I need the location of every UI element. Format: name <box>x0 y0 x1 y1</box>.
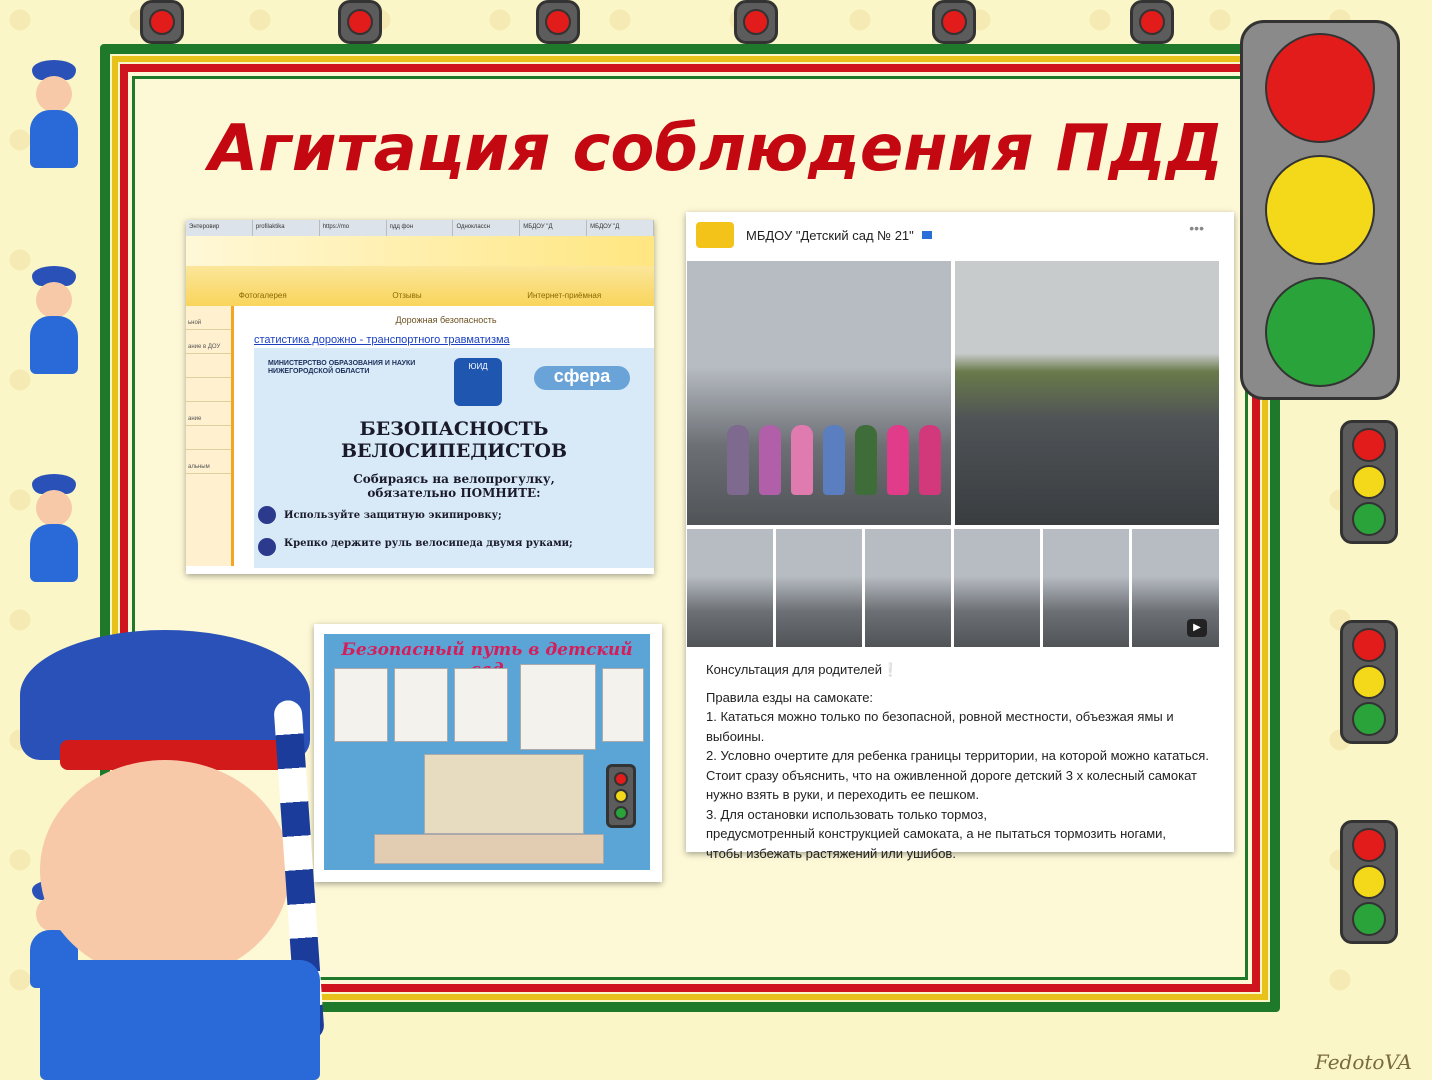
sidebar-item[interactable]: ание <box>186 402 231 426</box>
group-name[interactable]: МБДОУ "Детский сад № 21" <box>746 227 914 243</box>
site-sidebar <box>186 306 234 566</box>
yuid-logo: ЮИД <box>454 358 502 406</box>
traffic-light-icon <box>140 0 184 44</box>
poster-bullet: Используйте защитную экипировку; <box>284 510 502 521</box>
stand-title: Безопасный путь в детский <box>341 640 633 660</box>
sidebar-item[interactable] <box>186 378 231 402</box>
nav-photo-gallery[interactable]: Фотогалерея <box>238 291 287 300</box>
browser-tab[interactable]: Энтеровир <box>186 220 253 236</box>
sidebar-item[interactable]: ьной <box>186 306 231 330</box>
poster-bullet: Крепко держите руль велосипеда двумя руками; <box>284 538 573 549</box>
sidebar-item[interactable] <box>186 354 231 378</box>
traffic-light-icon <box>734 0 778 44</box>
traffic-officer-mascot <box>0 600 370 1080</box>
post-photo-thumb[interactable] <box>953 528 1041 648</box>
browser-tab[interactable]: Одноклассн <box>453 220 520 236</box>
traffic-light-icon <box>1340 820 1398 944</box>
bicycle-safety-poster <box>254 348 654 568</box>
info-stand <box>324 634 650 870</box>
sidebar-item[interactable]: альным <box>186 450 231 474</box>
browser-tab[interactable]: МБДОУ "Д <box>587 220 654 236</box>
ministry-label: МИНИСТЕРСТВО ОБРАЗОВАНИЯ И НАУКИ НИЖЕГОРОДСКОЙ ОБЛАСТИ <box>268 360 416 375</box>
post-video-thumb[interactable] <box>1131 528 1220 648</box>
post-text: Консультация для родителей❕ Правила езды на самокате: 1. Кататься можно только по безопасной, ровной местности, объезжая ямы и выбоины. 2. Условно очертите для ребенка границы территории, на которой можно кататься. Стоит сразу объяснить, что на оживленной дороге детский 3 х колесный самокат нужно взять в руки, и переходить ее пешком. 3. Для остановки использовать только тормоз, предусмотренный конструкцией самоката, а не пытаться тормозить ногами, чтобы избежать растяжений или ушибов. <box>706 662 1209 861</box>
big-traffic-light-icon <box>1240 20 1400 400</box>
browser-tab-bar <box>186 220 654 236</box>
play-icon[interactable]: ▶ <box>1187 619 1207 637</box>
post-photo[interactable] <box>686 260 952 526</box>
browser-tab[interactable]: МБДОУ "Д <box>520 220 587 236</box>
small-officer-icon <box>14 474 94 584</box>
bullet-dot-icon <box>258 506 276 524</box>
group-avatar[interactable] <box>696 222 734 248</box>
sidebar-item[interactable] <box>186 426 231 450</box>
traffic-light-icon <box>338 0 382 44</box>
sfera-logo: сфера <box>534 366 630 390</box>
author-signature: FedotoVA <box>1314 1050 1412 1074</box>
post-photo-thumb[interactable] <box>1042 528 1130 648</box>
poster-subheading: Собираясь на велопрогулку, обязательно ПОМНИТЕ: <box>353 472 555 500</box>
slide-title: Агитация соблюдения ПДД <box>208 112 1224 186</box>
browser-tab[interactable]: profilaktika <box>253 220 320 236</box>
section-title: Дорожная безопасность <box>395 315 497 325</box>
post-photo-thumb[interactable] <box>864 528 952 648</box>
bullet-dot-icon <box>258 538 276 556</box>
nav-reviews[interactable]: Отзывы <box>392 291 422 300</box>
statistics-link[interactable]: статистика дорожно - транспортного травматизма <box>254 334 510 346</box>
browser-tab[interactable]: https://mo <box>320 220 387 236</box>
traffic-light-icon <box>1340 620 1398 744</box>
website-screenshot <box>186 220 654 574</box>
nav-internet-reception[interactable]: Интернет-приёмная <box>527 291 602 300</box>
flag-icon <box>922 231 932 239</box>
post-photo-thumb[interactable] <box>686 528 774 648</box>
small-officer-icon <box>14 266 94 376</box>
site-banner <box>186 236 654 266</box>
traffic-light-icon <box>606 764 636 828</box>
vk-post-header <box>686 212 1234 258</box>
browser-tab[interactable]: пдд фон <box>387 220 454 236</box>
poster-heading: БЕЗОПАСНОСТЬ ВЕЛОСИПЕДИСТОВ <box>340 418 568 462</box>
traffic-light-icon <box>1340 420 1398 544</box>
post-photo[interactable] <box>954 260 1220 526</box>
traffic-light-icon <box>932 0 976 44</box>
traffic-light-icon <box>536 0 580 44</box>
sidebar-item[interactable]: ание в ДОУ <box>186 330 231 354</box>
traffic-light-icon <box>1130 0 1174 44</box>
more-options-icon[interactable]: ••• <box>1189 220 1204 236</box>
site-nav <box>186 266 654 306</box>
vk-post <box>686 212 1234 861</box>
post-photo-thumb[interactable] <box>775 528 863 648</box>
